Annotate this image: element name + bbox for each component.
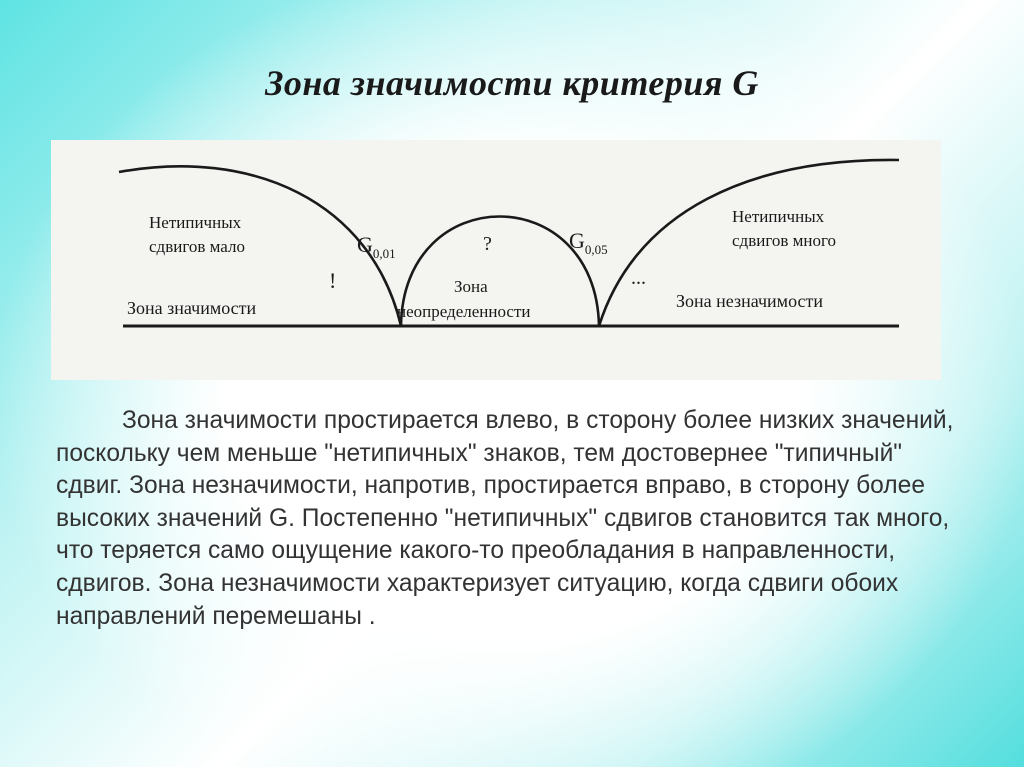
zone-significance-label: Зона значимости xyxy=(127,298,257,318)
significance-zone-diagram xyxy=(51,140,941,380)
g-0-01-base: G xyxy=(357,232,373,257)
question-mark: ? xyxy=(483,233,492,255)
explanation-paragraph: Зона значимости простирается влево, в сторону более низких значений, поскольку чем меньше "нетипичных" знаков, тем достовернее "типичный" сдвиг. Зона незначимости, напротив, простирается вправо, в сторону более высоких значений G. Постепенно "нетипичных" сдвигов становится так много, что теряется само ощущение какого-то преобладания в направленности, сдвигов. Зона незначимости характеризует ситуацию, когда сдвиги обоих направлений перемешаны . xyxy=(56,407,954,630)
g-0-01-label xyxy=(357,232,396,261)
zone-insignificance-label: Зона незначимости xyxy=(676,291,824,311)
g-0-05-subscript: 0,05 xyxy=(584,242,608,257)
diagram-canvas xyxy=(51,140,941,380)
g-0-05-label xyxy=(569,228,608,257)
few-atypical-label-line1: Нетипичных xyxy=(149,213,242,232)
g-0-01-subscript: 0,01 xyxy=(372,246,396,261)
zone-uncertainty-label-line2: неопределенности xyxy=(397,302,531,321)
exclamation-mark: ! xyxy=(329,268,337,293)
zone-uncertainty-label-line1: Зона xyxy=(454,277,488,296)
many-atypical-label-line2: сдвигов много xyxy=(732,231,837,250)
ellipsis-mark: ... xyxy=(631,267,646,289)
many-atypical-label-line1: Нетипичных xyxy=(732,207,825,226)
slide-title: Зона значимости критерия G xyxy=(265,63,759,103)
g-0-05-base: G xyxy=(569,228,585,253)
few-atypical-label-line2: сдвигов мало xyxy=(149,237,245,256)
